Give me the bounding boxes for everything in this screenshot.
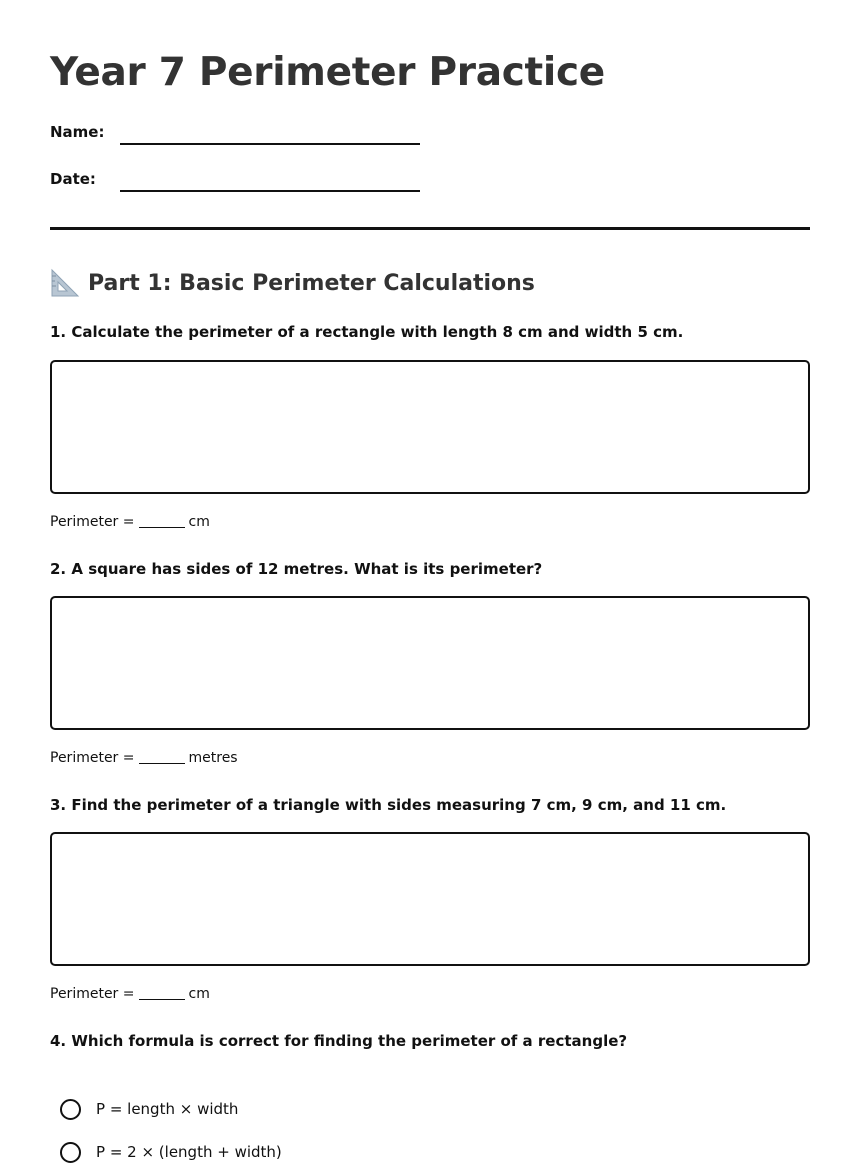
header-divider [50,227,810,230]
date-underline[interactable] [120,190,420,192]
answer-blank[interactable] [139,999,185,1000]
answer-prefix: Perimeter = [50,750,135,766]
question-4-option-2[interactable] [60,1139,282,1165]
answer-prefix: Perimeter = [50,986,135,1002]
question-2: 2. A square has sides of 12 metres. What is its perimeter? [50,560,543,578]
question-3-answer-line [50,986,210,1002]
date-label: Date: [50,170,96,188]
question-4-option-1[interactable] [60,1096,238,1122]
option-label: P = 2 × (length + width) [96,1143,282,1161]
question-2-answer-line [50,750,238,766]
question-3-answer-box[interactable] [50,832,810,966]
name-label: Name: [50,123,105,141]
question-1: 1. Calculate the perimeter of a rectangle with length 8 cm and width 5 cm. [50,323,684,341]
part1-title: Part 1: Basic Perimeter Calculations [88,270,535,296]
question-4: 4. Which formula is correct for finding the perimeter of a rectangle? [50,1032,628,1050]
answer-prefix: Perimeter = [50,514,135,530]
date-field[interactable] [50,168,450,198]
question-1-answer-box[interactable] [50,360,810,494]
name-underline[interactable] [120,143,420,145]
question-3: 3. Find the perimeter of a triangle with sides measuring 7 cm, 9 cm, and 11 cm. [50,796,727,814]
part1-heading [50,266,535,300]
triangle-ruler-icon [50,268,80,298]
answer-blank[interactable] [139,763,185,764]
question-1-answer-line [50,514,210,530]
radio-button[interactable] [60,1099,81,1120]
radio-button[interactable] [60,1142,81,1163]
answer-blank[interactable] [139,527,185,528]
option-label: P = length × width [96,1100,239,1118]
worksheet-title: Year 7 Perimeter Practice [50,50,605,95]
answer-unit: metres [188,750,238,766]
answer-unit: cm [188,986,210,1002]
name-field[interactable] [50,121,450,151]
answer-unit: cm [188,514,210,530]
question-2-answer-box[interactable] [50,596,810,730]
